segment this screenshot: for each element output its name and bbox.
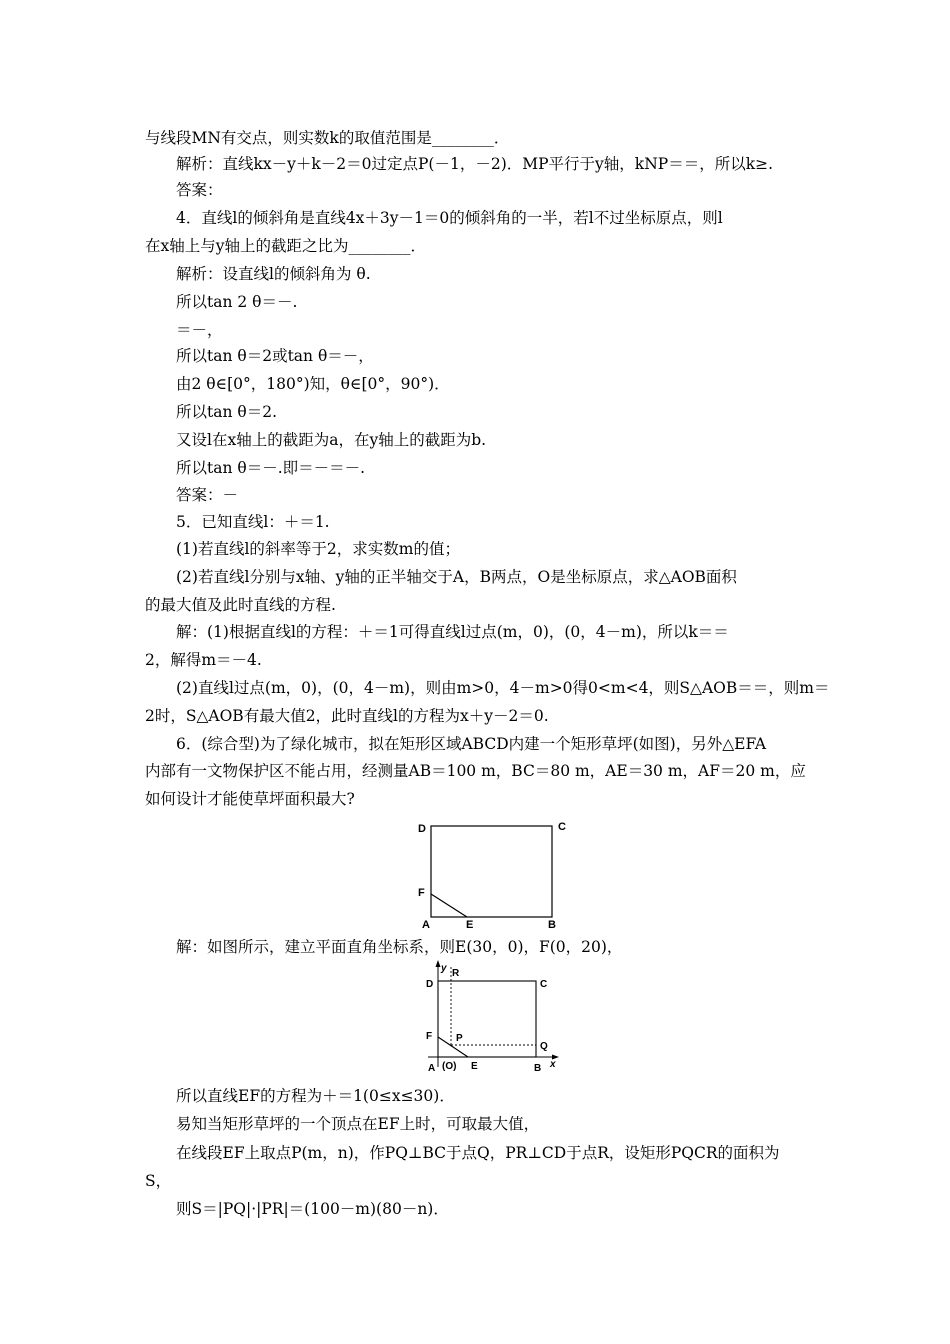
text-line: 又设l在x轴上的截距为a，在y轴上的截距为b. xyxy=(176,431,487,449)
label-p: P xyxy=(456,1033,463,1044)
text-line: (2)直线l过点(m，0)，(0，4－m)，则由m>0，4－m>0得0<m<4，则S△AOB＝＝，则m＝ xyxy=(176,679,830,697)
label-x: x xyxy=(550,1059,556,1070)
text-line: 6．(综合型)为了绿化城市，拟在矩形区域ABCD内建一个矩形草坪(如图)，另外△EFA xyxy=(176,735,767,753)
label-q: Q xyxy=(540,1041,548,1052)
segment-ef xyxy=(438,1037,468,1057)
y-axis-arrow-icon xyxy=(436,960,441,967)
text-line: 所以tan θ＝2或tan θ＝－， xyxy=(176,347,374,365)
label-y: y xyxy=(441,963,447,974)
text-line: 在x轴上与y轴上的截距之比为________． xyxy=(145,237,426,255)
text-line: S， xyxy=(145,1172,172,1190)
text-line: 4．直线l的倾斜角是直线4x＋3y－1＝0的倾斜角的一半，若l不过坐标原点，则l xyxy=(176,209,723,227)
text-line: 则S＝|PQ|·|PR|＝(100－m)(80－n)． xyxy=(176,1200,449,1218)
text-line: 解：如图所示，建立平面直角坐标系，则E(30，0)，F(0，20)， xyxy=(176,938,623,956)
text-line: ＝－， xyxy=(176,321,223,339)
text-line: 在线段EF上取点P(m，n)，作PQ⊥BC于点Q，PR⊥CD于点R，设矩形PQCR的面积为 xyxy=(176,1144,780,1162)
text-line: 的最大值及此时直线的方程. xyxy=(145,596,336,614)
segment-ef xyxy=(431,894,467,917)
text-line: 所以tan θ＝2. xyxy=(176,403,277,421)
label-r: R xyxy=(452,968,460,979)
figure-rectangle-abcd xyxy=(410,814,570,936)
label-e: E xyxy=(471,1061,478,1072)
text-line: 由2 θ∈[0°，180°)知，θ∈[0°，90°)． xyxy=(176,375,450,393)
text-line: (2)若直线l分别与x轴、y轴的正半轴交于A，B两点，O是坐标原点，求△AOB面积 xyxy=(176,568,737,586)
text-line: 与线段MN有交点，则实数k的取值范围是________． xyxy=(145,129,510,147)
text-line: 解析：直线kx－y＋k－2＝0过定点P(－1，－2)．MP平行于y轴，kNP＝＝，所以k≥. xyxy=(176,155,774,173)
label-c: C xyxy=(540,979,548,990)
text-line: 如何设计才能使草坪面积最大? xyxy=(145,790,355,808)
label-b: B xyxy=(534,1063,542,1074)
text-line: 所以直线EF的方程为＋＝1(0≤x≤30)． xyxy=(176,1087,455,1105)
text-line: 答案： xyxy=(176,181,223,199)
rect-abcd xyxy=(438,981,536,1057)
text-line: 5．已知直线l：＋＝1. xyxy=(176,513,330,531)
text-line: 内部有一文物保护区不能占用，经测量AB＝100 m，BC＝80 m，AE＝30 m，AF＝20 m，应 xyxy=(145,762,806,780)
text-line: 所以tan 2 θ＝－. xyxy=(176,293,298,311)
label-c: C xyxy=(558,821,566,833)
text-line: 所以tan θ＝－.即＝－＝－. xyxy=(176,459,366,477)
text-line: 解：(1)根据直线l的方程：＋＝1可得直线l过点(m，0)，(0，4－m)，所以k＝＝ xyxy=(176,623,729,641)
rect-abcd xyxy=(431,826,552,917)
text-line: 解析：设直线l的倾斜角为 θ. xyxy=(176,265,371,283)
text-line: 2时，S△AOB有最大值2，此时直线l的方程为x＋y－2＝0. xyxy=(145,707,549,725)
text-line: 答案：－ xyxy=(176,486,239,504)
label-a: A xyxy=(428,1063,436,1074)
label-d: D xyxy=(418,823,426,835)
label-d: D xyxy=(426,979,434,990)
label-b: B xyxy=(548,919,556,931)
text-line: 2，解得m＝－4. xyxy=(145,651,262,669)
text-line: 易知当矩形草坪的一个顶点在EF上时，可取最大值， xyxy=(176,1115,540,1133)
label-f: F xyxy=(418,887,425,899)
label-o: (O) xyxy=(442,1061,457,1072)
figure-coordinate-system xyxy=(416,959,566,1079)
text-line: (1)若直线l的斜率等于2，求实数m的值； xyxy=(176,540,460,558)
label-e: E xyxy=(466,919,474,931)
label-f: F xyxy=(426,1031,433,1042)
label-a: A xyxy=(422,919,430,931)
